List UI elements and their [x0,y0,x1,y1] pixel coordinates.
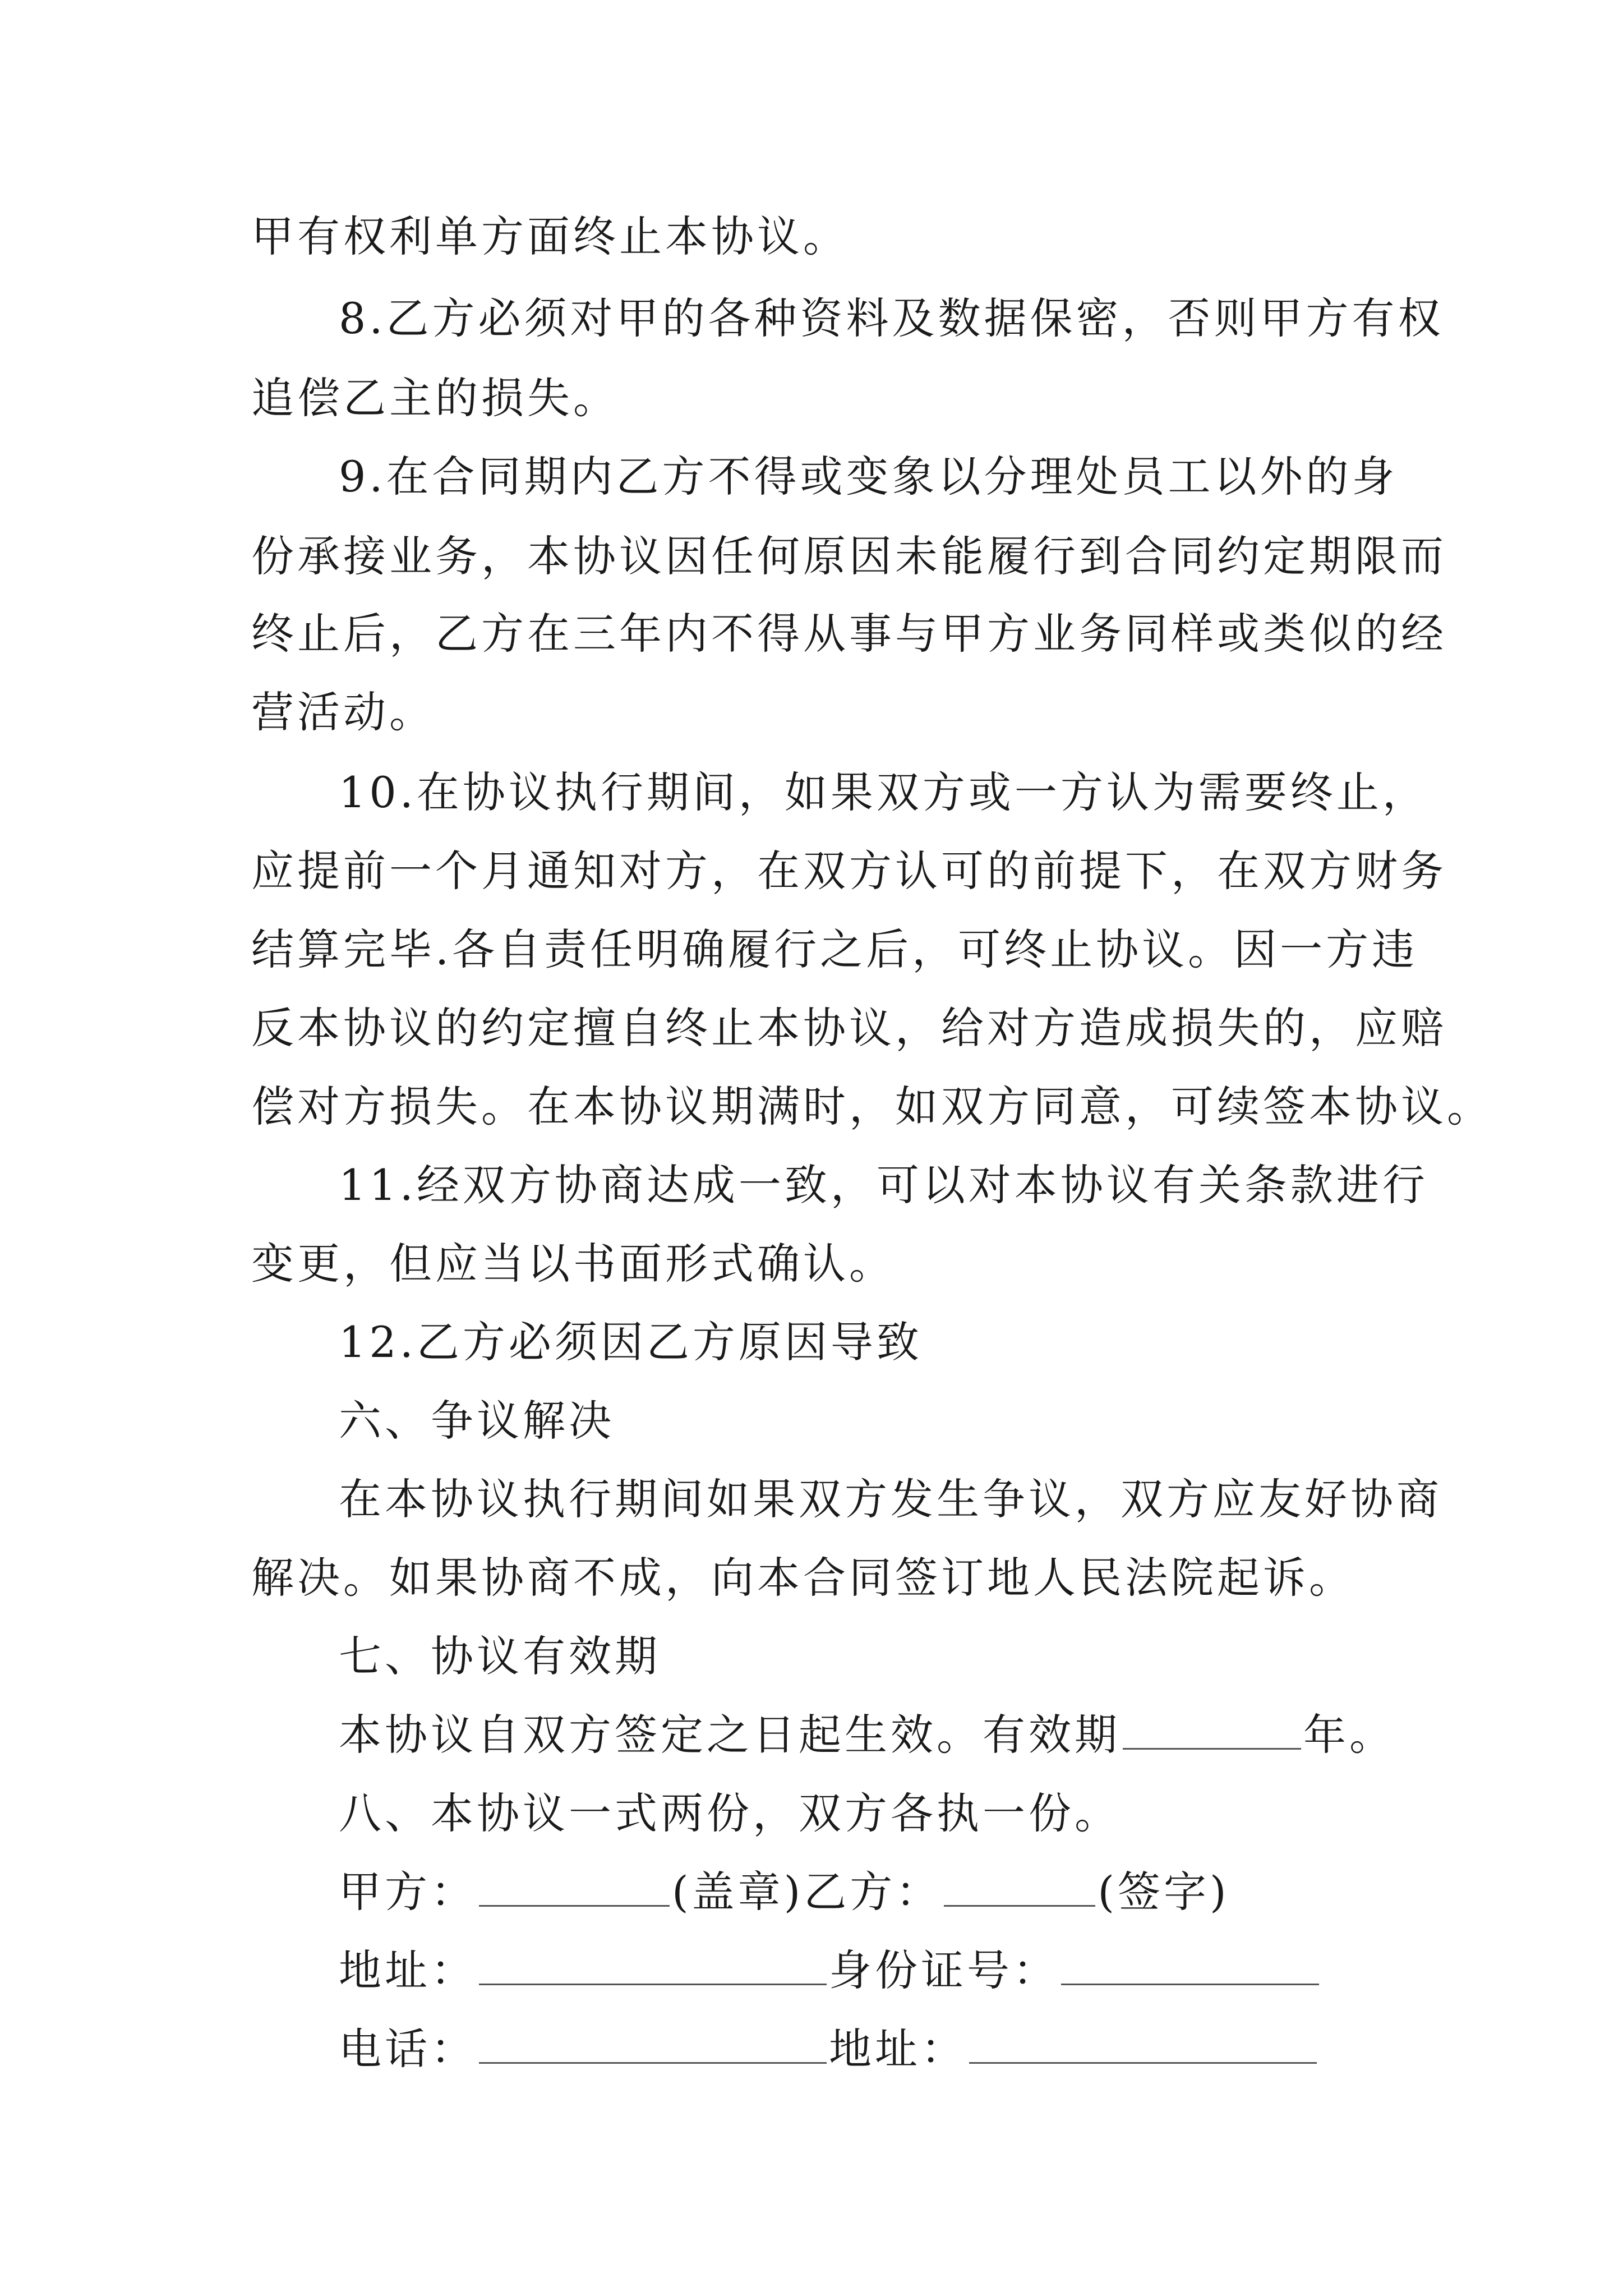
clause-11-line-1: 11.经双方协商达成一致，可以对本协议有关条款进行 [339,1160,1428,1210]
address-line [339,1943,1321,1999]
signature-line [339,1864,1230,1920]
clause-9-line-4: 营活动。 [251,687,435,737]
id-number-blank[interactable] [1061,1944,1319,1985]
copies-line: 八、本协议一式两份，双方各执一份。 [339,1788,1121,1838]
clause-10-line-1: 10.在协议执行期间，如果双方或一方认为需要终止， [339,767,1428,817]
clause-10-line-2: 应提前一个月通知对方，在双方认可的前提下，在双方财务 [251,846,1447,896]
validity-line [339,1707,1395,1763]
clause-9-line-1: 9.在合同期内乙方不得或变象以分理处员工以外的身 [339,452,1398,501]
party-b-address-label: 地址： [829,2024,967,2074]
clause-9-line-2: 份承接业务，本协议因任何原因未能履行到合同约定期限而 [251,531,1447,581]
section-6-heading: 六、争议解决 [339,1396,615,1446]
validity-years-blank[interactable] [1123,1709,1301,1750]
address-label: 地址： [339,1945,477,1995]
validity-suffix: 年。 [1303,1710,1395,1760]
clause-12-line-1: 12.乙方必须因乙方原因导致 [339,1317,923,1367]
party-b-blank[interactable] [944,1866,1095,1907]
validity-prefix: 本协议自双方签定之日起生效。有效期 [339,1710,1121,1760]
phone-blank[interactable] [479,2023,827,2064]
clause-10-line-5: 偿对方损失。在本协议期满时，如双方同意，可续签本协议。 [251,1082,1493,1131]
seal-label: (盖章) [672,1867,804,1917]
id-number-label: 身份证号： [829,1945,1059,1995]
section-6-line-1: 在本协议执行期间如果双方发生争议，双方应友好协商 [339,1474,1442,1524]
clause-9-line-3: 终止后，乙方在三年内不得从事与甲方业务同样或类似的经 [251,609,1447,659]
address-blank[interactable] [479,1944,827,1985]
paragraph-line-1: 甲有权利单方面终止本协议。 [251,211,849,261]
clause-8-line-1: 8.乙方必须对甲的各种资料及数据保密，否则甲方有权 [339,293,1444,343]
section-6-line-2: 解决。如果协商不成，向本合同签订地人民法院起诉。 [251,1553,1355,1603]
party-a-blank[interactable] [479,1866,670,1907]
party-b-address-blank[interactable] [969,2023,1317,2064]
phone-line [339,2021,1319,2077]
clause-11-line-2: 变更，但应当以书面形式确认。 [251,1239,895,1289]
clause-10-line-4: 反本协议的约定擅自终止本协议，给对方造成损失的，应赔 [251,1003,1447,1053]
section-7-heading: 七、协议有效期 [339,1631,661,1681]
signature-label: (签字) [1098,1867,1230,1917]
party-a-label: 甲方： [339,1867,477,1917]
clause-8-line-2: 追偿乙主的损失。 [251,373,619,423]
phone-label: 电话： [339,2024,477,2074]
clause-10-line-3: 结算完毕.各自责任明确履行之后，可终止协议。因一方违 [251,924,1418,974]
party-b-label: 乙方： [804,1867,942,1917]
